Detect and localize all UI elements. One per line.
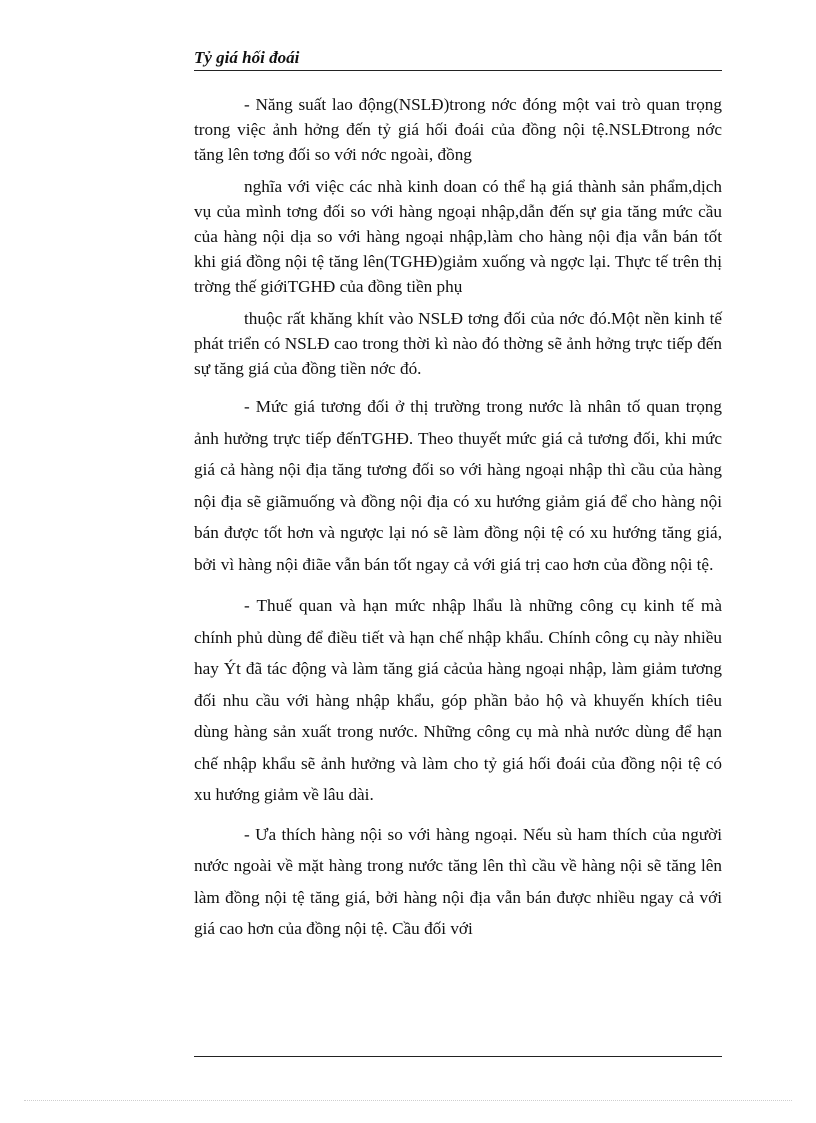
page-header-title: Tỷ giá hối đoái — [194, 48, 722, 71]
paragraph-labor-productivity-cont: nghĩa với việc các nhà kinh doan có thể hạ giá thành sản phẩm,dịch vụ của mình tơng đối so với hàng ngoại nhập,dẫn đến sự gia tăng mức cầu của hàng nội dịa so với hàng ngoại nhập,làm cho hàng nội địa vẫn bán tốt khi giá đồng nội tệ tăng lên(TGHĐ)giảm xuống và ngợc lại. Thực tế trên thị trờng thế giớiTGHĐ của đồng tiền phụ — [194, 177, 722, 296]
paragraph-labor-productivity-end: thuộc rất khăng khít vào NSLĐ tơng đối của nớc đó.Một nền kinh tế phát triển có NSLĐ cao trong thời kì nào đó thờng sẽ ảnh hởng trực tiếp đến sự tăng giá của đồng tiền nớc đó. — [194, 309, 722, 378]
paragraph-preferences: - Ưa thích hàng nội so với hàng ngoại. Nếu sù ham thích của người nước ngoài về mặt hàng trong nước tăng lên thì cầu về hàng nội sẽ tăng lên làm đồng nội tệ tăng giá, bởi hàng nội địa vẫn bán được nhiều ngay cả với giá cao hơn của đồng nội tệ. Cầu đối với — [194, 824, 722, 938]
paragraph-relative-price: - Mức giá tương đối ở thị trường trong nước là nhân tố quan trọng ảnh hưởng trực tiếp đếnTGHĐ. Theo thuyết mức giá cả tương đối, khi mức giá cả hàng nội địa tăng tương đối so với hàng ngoại nhập thì cầu của hàng nội địa sẽ giãmuống và đồng nội địa có xu hướng giảm giá để cho hàng nội bán được tốt hơn và ngược lại nó sẽ làm đồng nội tệ có xu hướng tăng giá, bởi vì hàng nội điãe vẫn bán tốt ngay cả với giá trị cao hơn của đồng nội tệ. — [194, 397, 722, 574]
paragraph-tariffs: - Thuế quan và hạn mức nhập lhẩu là những công cụ kinh tế mà chính phủ dùng để điều tiết và hạn chế nhập khẩu. Chính công cụ này nhiều hay Ýt đã tác động và làm tăng giá cảcủa hàng ngoại nhập, làm giảm tương đối nhu cầu với hàng nhập khẩu, góp phần bảo hộ và khuyến khích tiêu dùng hàng sản xuất trong nước. Những công cụ mà nhà nước dùng để hạn chế nhập khẩu sẽ ảnh hưởng và làm cho tỷ giá hối đoái của đồng nội tệ có xu hướng giảm về lâu dài. — [194, 596, 722, 804]
page-bottom-border — [24, 1100, 792, 1101]
footer-divider — [194, 1056, 722, 1057]
paragraph-labor-productivity: - Năng suất lao động(NSLĐ)trong nớc đóng một vai trò quan trọng trong việc ảnh hởng đến tỷ giá hối đoái của đồng nội tệ.NSLĐtrong nớc tăng lên tơng đối so với nớc ngoài, đồng — [194, 95, 722, 164]
document-body — [194, 92, 722, 945]
